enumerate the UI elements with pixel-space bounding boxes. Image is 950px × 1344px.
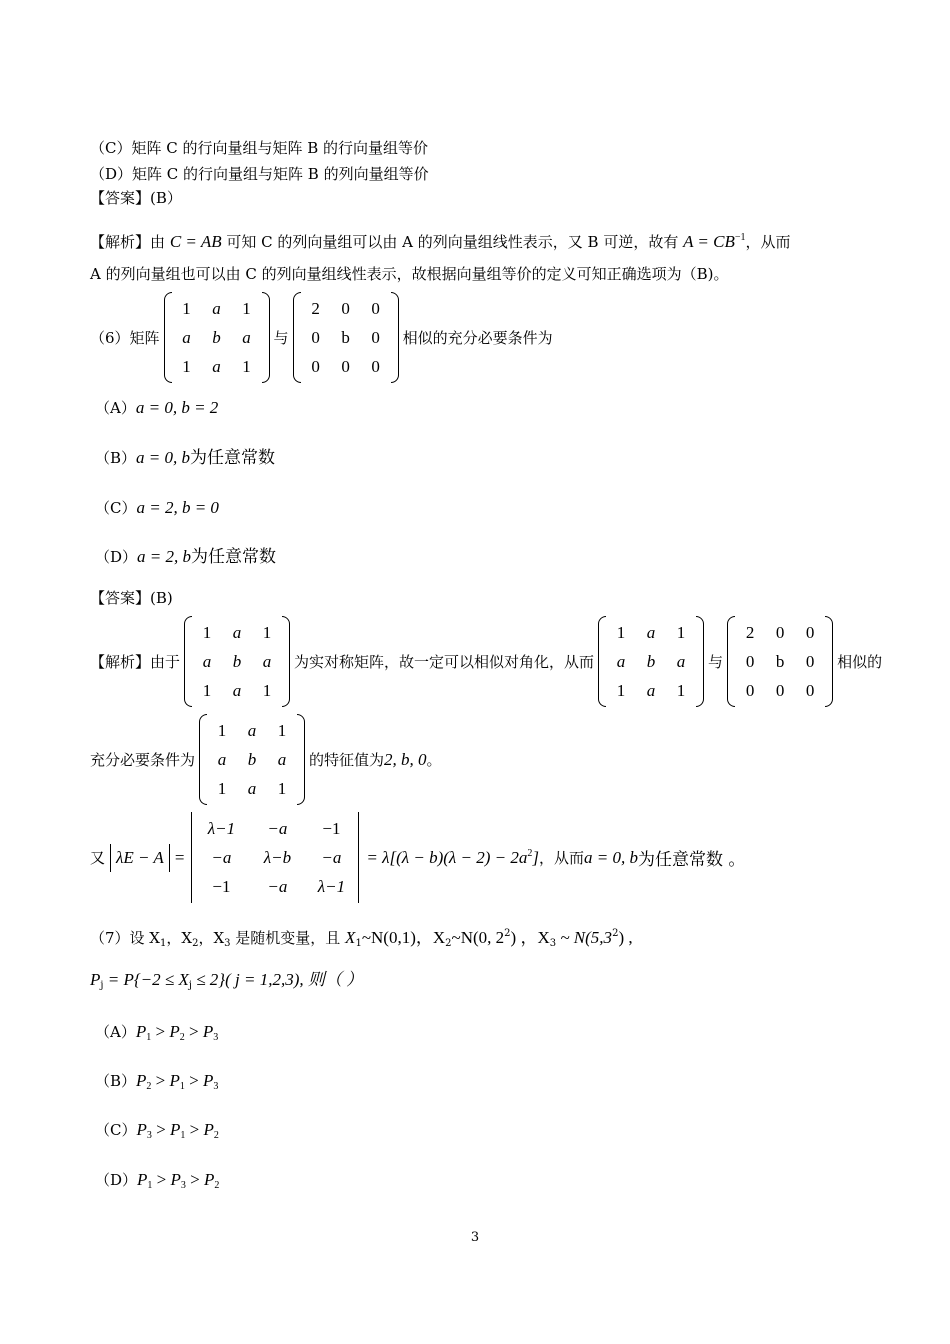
matrix-cell: 1: [242, 356, 251, 376]
matrix-cell: 0: [745, 651, 755, 671]
matrix-cell: 0: [341, 298, 350, 318]
matrix-cell: a: [247, 778, 257, 798]
matrix-cell: 0: [311, 327, 320, 347]
matrix-cell: 1: [277, 778, 287, 798]
matrix-cell: 1: [616, 680, 626, 700]
q5-option-d: （D）矩阵 C 的行向量组与矩阵 B 的列向量组等价: [90, 165, 429, 183]
q6-connector: 与: [273, 329, 289, 347]
matrix-a: [598, 616, 704, 707]
matrix-b: [293, 292, 399, 383]
matrix-cell: 2: [311, 298, 320, 318]
matrix-cell: a: [676, 651, 686, 671]
matrix-cell: 1: [242, 298, 251, 318]
q5-analysis-line2: A 的列向量组也可以由 C 的列向量组线性表示，故根据向量组等价的定义可知正确选项为（B)。: [90, 265, 729, 283]
q7-option-b: $(B)P_2 > P_1 > P_3$: [95, 1071, 219, 1092]
det-rhs: = $\lambda[(\lambda - b)(\lambda - 2) - 2a^2]$: [366, 847, 540, 867]
matrix-cell: 1: [262, 680, 272, 700]
matrix-cell: 1: [277, 720, 287, 740]
matrix-cell: 0: [775, 622, 785, 642]
matrix-cell: a: [247, 720, 257, 740]
det-matrix: [188, 812, 362, 903]
matrix-cell: 1: [676, 680, 686, 700]
analysis-label: 【解析】: [90, 653, 151, 671]
analysis-text: 可知 C 的列向量组可以由 A 的列向量组线性表示，又 B 可逆，故有: [226, 233, 679, 251]
matrix-cell: a: [277, 749, 287, 769]
matrix-cell: 0: [745, 680, 755, 700]
analysis-text: 由: [150, 233, 166, 251]
matrix-cell: a: [242, 327, 251, 347]
matrix-cell: a: [217, 749, 227, 769]
q6-option-c: （C）a = 2, b = 0: [95, 498, 219, 517]
matrix-cell: 1: [616, 622, 626, 642]
matrix-cell: 0: [805, 651, 815, 671]
matrix-cell: a: [212, 356, 221, 376]
formula-a-cb-inverse: $A = CB^{-1}$: [683, 232, 746, 251]
matrix-cell: λ−1: [207, 818, 236, 838]
q6-option-d: （D）a = 2, b为任意常数: [95, 547, 277, 567]
matrix-cell: 1: [182, 298, 191, 318]
matrix-cell: b: [212, 327, 221, 347]
matrix-cell: 1: [676, 622, 686, 642]
q6-stem: [90, 292, 553, 383]
matrix-a: [164, 292, 270, 383]
q6-answer: 【答案】(B): [90, 589, 173, 607]
matrix-cell: 0: [805, 622, 815, 642]
matrix-cell: a: [232, 680, 242, 700]
matrix-cell: a: [646, 680, 656, 700]
q7-option-c: $(C)P_3 > P_1 > P_2$: [95, 1120, 219, 1141]
matrix-cell: −1: [322, 818, 341, 838]
q6-analysis-line1: 【解析】 由于 1 a 1 a b a 1 a 1 为实对称矩阵，故一定可以相似对角化，从而 1 a 1 a b a 1 a 1 与 2 0 0 0 b 0 0 0 0 相似的: [90, 616, 882, 707]
q5-answer: 【答案】(B）: [90, 189, 182, 207]
matrix-cell: λ−1: [317, 876, 346, 896]
q6-determinant: 又 λE − A = λ−1 −a −1 −a λ−b −a −1 −a λ−1 = $\lambda[(\lambda - b)(\lambda - 2) - 2a^2]$ ，从而 a = 0, b 为任意常数 。: [90, 812, 745, 903]
q6-stem-prefix: （6）矩阵: [90, 329, 160, 347]
q7-option-a: $(A)P_1 > P_2 > P_3$: [95, 1022, 219, 1043]
matrix-cell: 1: [202, 680, 212, 700]
matrix-cell: −1: [212, 876, 231, 896]
q7-stem-line1: （7）设 $X_1$，$X_2$，$X_3$ 是随机变量，且 $X_1\sim N(0,1)$，$X_2\sim N(0$, $2^2$) ，$X_3$ ~ $N(5,3^2)$ ,: [90, 928, 633, 949]
q6-option-b: （B）a = 0, b为任意常数: [95, 448, 276, 468]
matrix-cell: a: [232, 622, 242, 642]
matrix-cell: b: [775, 651, 785, 671]
matrix-cell: 1: [217, 778, 227, 798]
matrix-cell: b: [341, 327, 350, 347]
matrix-cell: a: [202, 651, 212, 671]
matrix-cell: 2: [745, 622, 755, 642]
eigenvalues: 2, b, 0: [384, 749, 427, 769]
matrix-cell: 0: [371, 298, 380, 318]
matrix-cell: λ−b: [263, 847, 292, 867]
formula-c-ab: C = AB: [169, 232, 222, 251]
matrix-cell: −a: [211, 847, 232, 867]
matrix-cell: 1: [202, 622, 212, 642]
matrix-cell: a: [182, 327, 191, 347]
q7-option-d: $(D)P_1 > P_3 > P_2$: [95, 1170, 220, 1191]
matrix-cell: b: [247, 749, 257, 769]
matrix-cell: −a: [267, 876, 288, 896]
matrix-cell: 0: [311, 356, 320, 376]
matrix-cell: 1: [182, 356, 191, 376]
matrix-cell: 0: [775, 680, 785, 700]
matrix-cell: 1: [262, 622, 272, 642]
matrix-cell: a: [212, 298, 221, 318]
matrix-cell: 0: [805, 680, 815, 700]
q7-stem-line2: $P_j = P\{-2 \le X_j \le 2\}$( j = 1,2,3), 则（ ）: [90, 970, 364, 991]
matrix-cell: 0: [371, 327, 380, 347]
matrix-cell: b: [232, 651, 242, 671]
matrix-a: [199, 714, 305, 805]
matrix-cell: b: [646, 651, 656, 671]
matrix-cell: a: [616, 651, 626, 671]
q5-analysis-line1: [90, 228, 791, 252]
matrix-cell: −a: [321, 847, 342, 867]
matrix-cell: a: [646, 622, 656, 642]
analysis-label: 【解析】: [90, 233, 151, 251]
matrix-cell: 1: [217, 720, 227, 740]
matrix-cell: −a: [267, 818, 288, 838]
q6-option-a: （A）a = 0, b = 2: [95, 398, 219, 417]
matrix-a: [184, 616, 290, 707]
matrix-b: [727, 616, 833, 707]
page-number: 3: [470, 1230, 480, 1245]
q5-option-c: （C）矩阵 C 的行向量组与矩阵 B 的行向量组等价: [90, 139, 429, 157]
matrix-cell: 0: [371, 356, 380, 376]
q6-analysis-line2: 充分必要条件为 1 a 1 a b a 1 a 1 的特征值为 2, b, 0 。: [90, 714, 442, 805]
analysis-text: ，从而: [745, 233, 791, 251]
matrix-cell: a: [262, 651, 272, 671]
det-lhs: λE − A: [107, 844, 173, 872]
q6-stem-suffix: 相似的充分必要条件为: [402, 329, 553, 347]
matrix-cell: 0: [341, 356, 350, 376]
